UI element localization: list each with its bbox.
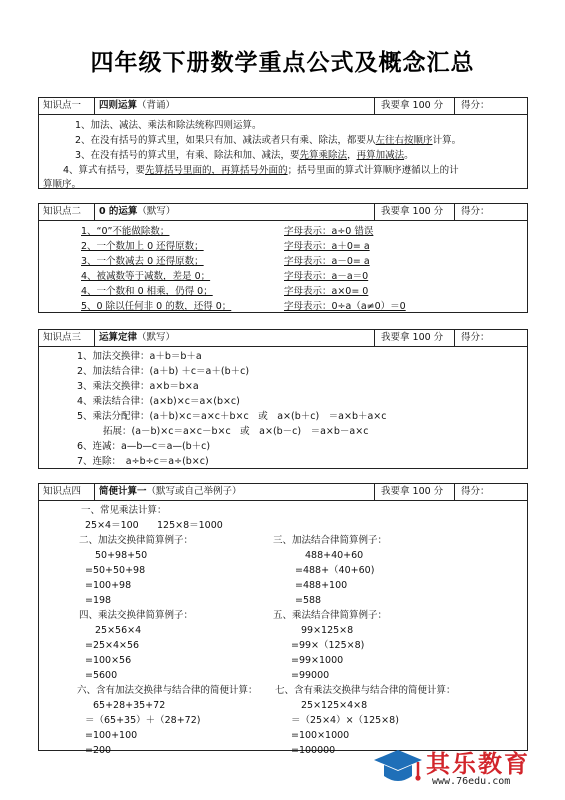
rule-formula: 字母表示：a×0= 0 (284, 286, 369, 297)
calc-line: ＝（65+35）＋（28+72) (85, 715, 201, 726)
section-topic: 四则运算（背诵） (94, 98, 374, 114)
section-topic: 简便计算一（默写或自己举例子） (94, 484, 374, 500)
section-label: 知识点一 (43, 100, 82, 111)
law-line: 2、加法结合律：(a＋b) ＋c＝a＋(b＋c) (77, 366, 250, 377)
example-line: 25×4＝100 (85, 520, 139, 531)
watermark-logo (372, 742, 562, 800)
calc-line: =100000 (291, 745, 336, 756)
text-line: 4、算式有括号，要先算括号里面的，再算括号外面的；括号里面的算式计算顺序遵循以上的计 (63, 165, 459, 176)
section-score: 得分： (454, 484, 529, 500)
section-label: 知识点四 (43, 486, 82, 497)
section-score: 得分： (454, 204, 529, 220)
law-line: 7、连除： a÷b÷c＝a÷(b×c) (77, 456, 209, 467)
calc-line: =100+100 (85, 730, 138, 741)
calc-line: =99×（125×8) (291, 640, 365, 651)
text-line: 2、在没有括号的算式里，如果只有加、减法或者只有乘、除法，都要从左往右按顺序计算。 (75, 135, 462, 146)
calc-line: =588 (295, 595, 322, 606)
calc-line: =99000 (291, 670, 330, 681)
calc-line: =100×1000 (291, 730, 350, 741)
text-line: 算顺序。 (43, 179, 82, 190)
law-line: 3、乘法交换律：a×b＝b×a (77, 381, 199, 392)
heading: 五、乘法结合律简算例子： (273, 610, 388, 621)
calc-line: =50+50+98 (85, 565, 146, 576)
section-topic: 运算定律（默写） (94, 330, 374, 346)
section-2 (38, 203, 528, 313)
rule-text: 3、一个数减去 0 还得原数； (81, 256, 204, 267)
rule-text: 1、“0”不能做除数； (81, 226, 170, 237)
example-line: 125×8＝1000 (157, 520, 223, 531)
rule-text: 2、一个数加上 0 还得原数； (81, 241, 204, 252)
section-4 (38, 483, 528, 756)
calc-line: =5600 (85, 670, 118, 681)
calc-line: ＝（25×4）×（125×8) (291, 715, 399, 726)
calc-line: =100+98 (85, 580, 132, 591)
section-1 (38, 97, 528, 189)
section-goal: 我要拿 100 分 (374, 484, 454, 500)
calc-line: 25×125×4×8 (301, 700, 368, 711)
rule-text: 5、0 除以任何非 0 的数，还得 0； (81, 301, 232, 312)
section-1-header (39, 98, 527, 115)
section-goal: 我要拿 100 分 (374, 204, 454, 220)
calc-line: 50+98+50 (95, 550, 148, 561)
calc-line: 99×125×8 (301, 625, 354, 636)
law-line: 5、乘法分配律：(a＋b)×c＝a×c＋b×c 或 a×(b＋c) ＝a×b＋a×c (77, 411, 387, 422)
page-title: 四年级下册数学重点公式及概念汇总 (90, 50, 475, 76)
calc-line: =99×1000 (291, 655, 344, 666)
heading: 四、乘法交换律简算例子： (79, 610, 194, 621)
section-goal: 我要拿 100 分 (374, 330, 454, 346)
heading: 一、常见乘法计算： (81, 505, 167, 516)
logo-url: www.76edu.com (432, 776, 511, 787)
section-3-header (39, 330, 527, 347)
section-goal: 我要拿 100 分 (374, 98, 454, 114)
section-2-header (39, 204, 527, 221)
calc-line: =198 (85, 595, 112, 606)
heading: 三、加法结合律简算例子： (273, 535, 388, 546)
rule-formula: 字母表示：a－0= a (284, 256, 370, 267)
calc-line: 65+28+35+72 (93, 700, 166, 711)
law-line: 1、加法交换律：a＋b＝b＋a (77, 351, 202, 362)
text-line: 3、在没有括号的算式里，有乘、除法和加、减法，要先算乘除法，再算加减法。 (75, 150, 414, 161)
graduation-cap-icon (372, 746, 424, 790)
calc-line: =488+（40+60) (295, 565, 375, 576)
calc-line: =488+100 (295, 580, 348, 591)
heading: 二、加法交换律简算例子： (79, 535, 194, 546)
rule-text: 4、一个数和 0 相乘，仍得 0； (81, 286, 213, 297)
heading: 七、含有乘法交换律与结合律的简便计算： (275, 685, 456, 696)
calc-line: 488+40+60 (305, 550, 364, 561)
section-label: 知识点三 (43, 332, 82, 343)
section-4-header (39, 484, 527, 501)
heading: 六、含有加法交换律与结合律的简便计算： (77, 685, 258, 696)
calc-line: =200 (85, 745, 112, 756)
rule-text: 4、被减数等于减数，差是 0； (81, 271, 211, 282)
section-score: 得分： (454, 330, 529, 346)
text-line: 1、加法、减法、乘法和除法统称四则运算。 (75, 120, 262, 131)
rule-formula: 字母表示：a＋0= a (284, 241, 370, 252)
calc-line: =25×4×56 (85, 640, 140, 651)
law-line: 6、连减：a—b—c＝a—(b＋c) (77, 441, 211, 452)
section-topic: 0 的运算（默写） (94, 204, 374, 220)
section-score: 得分： (454, 98, 529, 114)
calc-line: 25×56×4 (95, 625, 142, 636)
rule-formula: 字母表示：0÷a（a≠0）＝0 (284, 301, 406, 312)
calc-line: =100×56 (85, 655, 132, 666)
section-3 (38, 329, 528, 469)
logo-name: 其乐教育 (426, 750, 530, 778)
section-label: 知识点二 (43, 206, 82, 217)
law-line: 4、乘法结合律：(a×b)×c＝a×(b×c) (77, 396, 240, 407)
law-line: 拓展：(a－b)×c＝a×c－b×c 或 a×(b－c) ＝a×b－a×c (103, 426, 369, 437)
rule-formula: 字母表示：a÷0 错误 (284, 226, 374, 237)
rule-formula: 字母表示：a－a＝0 (284, 271, 369, 282)
